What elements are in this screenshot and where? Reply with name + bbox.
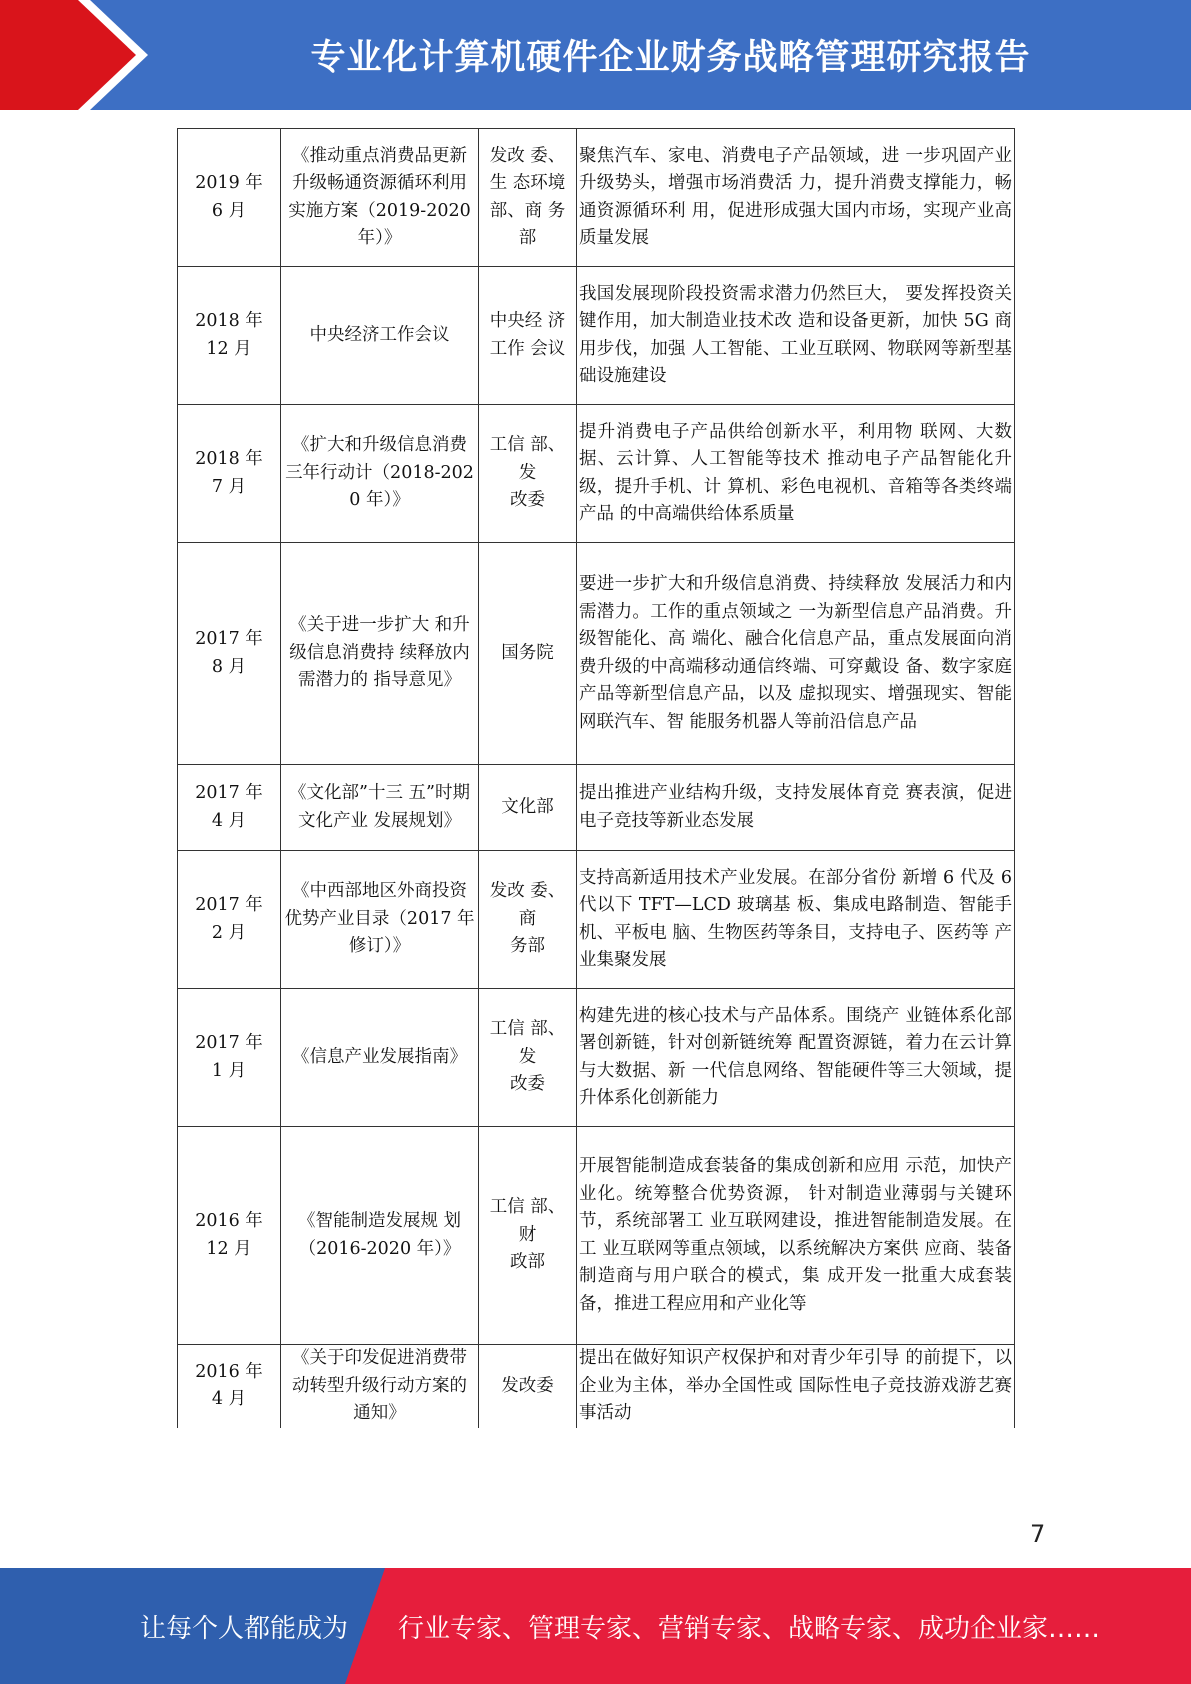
- policy-content: 开展智能制造成套装备的集成创新和应用 示范，加快产业化。统筹整合优势资源， 针对制造业薄弱与关键环节，系统部署工 业互联网建设，推进智能制造发展。在工 业互联网等重点领域，以系统解决方案供 应商、装备制造商与用户联合的模式，集 成开发一批重大成套装备，推进工程应用和产业化等: [577, 1127, 1015, 1345]
- table-row: [178, 1127, 1015, 1345]
- table-row: [178, 543, 1015, 765]
- issuing-department: 国务院: [479, 543, 577, 765]
- policy-content: 提出推进产业结构升级，支持发展体育竞 赛表演，促进电子竞技等新业态发展: [577, 765, 1015, 851]
- table-row: [178, 267, 1015, 405]
- policy-content: 构建先进的核心技术与产品体系。围绕产 业链体系化部署创新链，针对创新链统筹 配置资源链，着力在云计算与大数据、新 一代信息网络、智能硬件等三大领域，提 升体系化创新能力: [577, 989, 1015, 1127]
- policy-name: 中央经济工作会议: [281, 267, 479, 405]
- policy-name: 《文化部”十三 五”时期文化产业 发展规划》: [281, 765, 479, 851]
- policy-content: 提出在做好知识产权保护和对青少年引导 的前提下，以企业为主体，举办全国性或 国际性电子竞技游戏游艺赛事活动: [577, 1345, 1015, 1428]
- policy-name: 《扩大和升级信息消费三年行动计（2018-2020 年）》: [281, 405, 479, 543]
- table-row: [178, 129, 1015, 267]
- issuing-department: 工信 部、发 改委: [479, 405, 577, 543]
- policy-name: 《关于进一步扩大 和升级信息消费持 续释放内需潜力的 指导意见》: [281, 543, 479, 765]
- page-number: 7: [1030, 1520, 1046, 1548]
- policy-date: 2017 年 8 月: [178, 543, 281, 765]
- policy-content: 支持高新适用技术产业发展。在部分省份 新增 6 代及 6 代以下 TFT—LCD 玻璃基 板、集成电路制造、智能手机、平板电 脑、生物医药等条目，支持电子、医药等 产业集聚发展: [577, 851, 1015, 989]
- policy-content: 聚焦汽车、家电、消费电子产品领域，进 一步巩固产业升级势头，增强市场消费活 力，提升消费支撑能力，畅通资源循环利 用，促进形成强大国内市场，实现产业高 质量发展: [577, 129, 1015, 267]
- policy-date: 2018 年 7 月: [178, 405, 281, 543]
- policy-date: 2017 年 1 月: [178, 989, 281, 1127]
- policy-content: 我国发展现阶段投资需求潜力仍然巨大， 要发挥投资关键作用，加大制造业技术改 造和设备更新，加快 5G 商用步伐，加强 人工智能、工业互联网、物联网等新型基 础设施建设: [577, 267, 1015, 405]
- footer-slogan-left: 让每个人都能成为: [140, 1613, 349, 1644]
- policy-date: 2016 年 4 月: [178, 1345, 281, 1428]
- table-row: [178, 765, 1015, 851]
- policy-name: 《信息产业发展指南》: [281, 989, 479, 1127]
- issuing-department: 工信 部、发 改委: [479, 989, 577, 1127]
- issuing-department: 发改 委、商 务部: [479, 851, 577, 989]
- policy-table: [177, 128, 1015, 1428]
- page-footer: [0, 1568, 1191, 1684]
- report-title: 专业化计算机硬件企业财务战略管理研究报告: [310, 38, 1031, 78]
- issuing-department: 中央经 济工作 会议: [479, 267, 577, 405]
- table-row: [178, 989, 1015, 1127]
- policy-date: 2018 年 12 月: [178, 267, 281, 405]
- issuing-department: 文化部: [479, 765, 577, 851]
- policy-name: 《推动重点消费品更新升级畅通资源循环利用实施方案（2019-2020 年）》: [281, 129, 479, 267]
- policy-name: 《中西部地区外商投资优势产业目录（2017 年修订）》: [281, 851, 479, 989]
- policy-date: 2016 年 12 月: [178, 1127, 281, 1345]
- issuing-department: 发改委: [479, 1345, 577, 1428]
- footer-slogan-right: 行业专家、管理专家、营销专家、战略专家、成功企业家……: [398, 1613, 1101, 1644]
- table-row: [178, 1345, 1015, 1428]
- policy-name: 《智能制造发展规 划（2016-2020 年）》: [281, 1127, 479, 1345]
- policy-content: 提升消费电子产品供给创新水平，利用物 联网、大数据、云计算、人工智能等技术 推动电子产品智能化升级，提升手机、计 算机、彩色电视机、音箱等各类终端产品 的中高端供给体系质量: [577, 405, 1015, 543]
- policy-date: 2017 年 4 月: [178, 765, 281, 851]
- issuing-department: 工信 部、财 政部: [479, 1127, 577, 1345]
- header-arrow-decoration: [0, 0, 150, 110]
- page-header: [0, 0, 1191, 110]
- table-row: [178, 405, 1015, 543]
- policy-name: 《关于印发促进消费带动转型升级行动方案的通知》: [281, 1345, 479, 1428]
- policy-date: 2019 年 6 月: [178, 129, 281, 267]
- policy-content: 要进一步扩大和升级信息消费、持续释放 发展活力和内需潜力。工作的重点领域之 一为新型信息产品消费。升级智能化、高 端化、融合化信息产品，重点发展面向消 费升级的中高端移动通信终端、可穿戴设 备、数字家庭产品等新型信息产品，以及 虚拟现实、增强现实、智能网联汽车、智 能服务机器人等前沿信息产品: [577, 543, 1015, 765]
- table-row: [178, 851, 1015, 989]
- policy-date: 2017 年 2 月: [178, 851, 281, 989]
- issuing-department: 发改 委、生 态环境部、商 务部: [479, 129, 577, 267]
